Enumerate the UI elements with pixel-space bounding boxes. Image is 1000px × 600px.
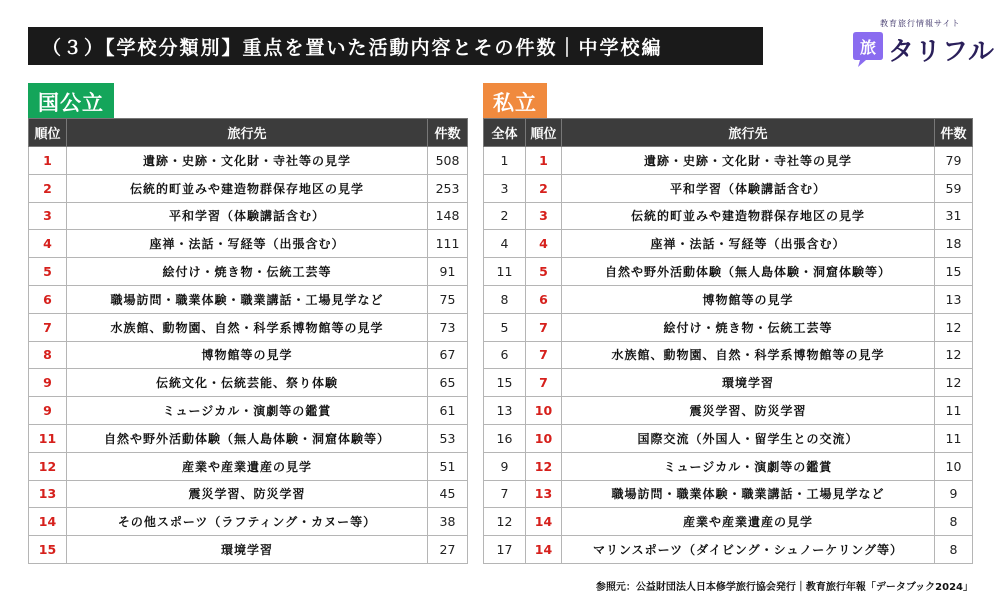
rank-cell: 5 [526,258,562,286]
private-ranking-table [483,118,973,564]
overall-rank-cell: 9 [484,452,526,480]
destination-cell: 平和学習（体験講話含む） [67,202,428,230]
count-cell: 12 [935,341,973,369]
rank-cell: 7 [526,313,562,341]
rank-cell: 6 [29,285,67,313]
header-destination: 旅行先 [562,119,935,147]
count-cell: 79 [935,147,973,175]
rank-cell: 1 [526,147,562,175]
rank-cell: 2 [29,174,67,202]
count-cell: 53 [428,424,468,452]
destination-cell: 座禅・法話・写経等（出張含む） [562,230,935,258]
header-rank: 順位 [526,119,562,147]
overall-rank-cell: 4 [484,230,526,258]
table-row [484,202,973,230]
rank-cell: 3 [29,202,67,230]
overall-rank-cell: 15 [484,369,526,397]
header-count: 件数 [935,119,973,147]
destination-cell: 遺跡・史跡・文化財・寺社等の見学 [67,147,428,175]
table-row [29,230,468,258]
table-row [29,258,468,286]
table-row [29,202,468,230]
rank-cell: 10 [526,424,562,452]
rank-cell: 8 [29,341,67,369]
table-row [29,424,468,452]
rank-cell: 12 [526,452,562,480]
overall-rank-cell: 7 [484,480,526,508]
destination-cell: 平和学習（体験講話含む） [562,174,935,202]
speech-bubble-icon [852,30,884,68]
rank-cell: 9 [29,369,67,397]
destination-cell: ミュージカル・演劇等の鑑賞 [67,397,428,425]
rank-cell: 4 [526,230,562,258]
table-row [484,147,973,175]
overall-rank-cell: 8 [484,285,526,313]
table-row [484,452,973,480]
destination-cell: マリンスポーツ（ダイビング・シュノーケリング等） [562,536,935,564]
destination-cell: 絵付け・焼き物・伝統工芸等 [562,313,935,341]
destination-cell: 自然や野外活動体験（無人島体験・洞窟体験等） [562,258,935,286]
public-ranking-table [28,118,468,564]
count-cell: 9 [935,480,973,508]
destination-cell: その他スポーツ（ラフティング・カヌー等） [67,508,428,536]
count-cell: 253 [428,174,468,202]
table-row [484,258,973,286]
table-row [484,397,973,425]
table-row [484,341,973,369]
count-cell: 65 [428,369,468,397]
table-row [484,536,973,564]
table-row [484,285,973,313]
rank-cell: 1 [29,147,67,175]
count-cell: 15 [935,258,973,286]
table-row [29,480,468,508]
rank-cell: 5 [29,258,67,286]
count-cell: 45 [428,480,468,508]
count-cell: 59 [935,174,973,202]
overall-rank-cell: 12 [484,508,526,536]
destination-cell: 国際交流（外国人・留学生との交流） [562,424,935,452]
count-cell: 11 [935,424,973,452]
overall-rank-cell: 17 [484,536,526,564]
destination-cell: 博物館等の見学 [67,341,428,369]
logo-icon-letter: 旅 [859,38,877,57]
rank-cell: 11 [29,424,67,452]
destination-cell: 産業や産業遺産の見学 [562,508,935,536]
site-logo[interactable] [850,18,995,78]
table-row [29,285,468,313]
count-cell: 67 [428,341,468,369]
destination-cell: 水族館、動物園、自然・科学系博物館等の見学 [67,313,428,341]
rank-cell: 7 [29,313,67,341]
destination-cell: 職場訪問・職業体験・職業講話・工場見学など [67,285,428,313]
table-row [29,536,468,564]
table-header-row [484,119,973,147]
rank-cell: 12 [29,452,67,480]
overall-rank-cell: 1 [484,147,526,175]
rank-cell: 4 [29,230,67,258]
destination-cell: 絵付け・焼き物・伝統工芸等 [67,258,428,286]
count-cell: 11 [935,397,973,425]
table-row [484,369,973,397]
rank-cell: 6 [526,285,562,313]
rank-cell: 13 [526,480,562,508]
table-row [484,174,973,202]
destination-cell: 水族館、動物園、自然・科学系博物館等の見学 [562,341,935,369]
table-row [484,480,973,508]
rank-cell: 9 [29,397,67,425]
destination-cell: 震災学習、防災学習 [67,480,428,508]
count-cell: 75 [428,285,468,313]
page-title: （３）【学校分類別】重点を置いた活動内容とその件数｜中学校編 [28,27,763,65]
table-header-row [29,119,468,147]
public-school-badge: 国公立 [28,83,114,121]
table-row [29,341,468,369]
table-row [29,397,468,425]
rank-cell: 10 [526,397,562,425]
table-row [29,313,468,341]
overall-rank-cell: 2 [484,202,526,230]
header-destination: 旅行先 [67,119,428,147]
private-school-badge: 私立 [483,83,547,121]
rank-cell: 13 [29,480,67,508]
destination-cell: 職場訪問・職業体験・職業講話・工場見学など [562,480,935,508]
count-cell: 38 [428,508,468,536]
destination-cell: 環境学習 [562,369,935,397]
count-cell: 91 [428,258,468,286]
count-cell: 12 [935,369,973,397]
header-overall: 全体 [484,119,526,147]
table-row [29,174,468,202]
count-cell: 8 [935,508,973,536]
destination-cell: 伝統的町並みや建造物群保存地区の見学 [67,174,428,202]
count-cell: 13 [935,285,973,313]
header-count: 件数 [428,119,468,147]
logo-subtitle: 教育旅行情報サイト [880,19,961,28]
rank-cell: 7 [526,369,562,397]
rank-cell: 15 [29,536,67,564]
header-rank: 順位 [29,119,67,147]
destination-cell: 遺跡・史跡・文化財・寺社等の見学 [562,147,935,175]
count-cell: 73 [428,313,468,341]
count-cell: 111 [428,230,468,258]
overall-rank-cell: 16 [484,424,526,452]
destination-cell: 伝統文化・伝統芸能、祭り体験 [67,369,428,397]
overall-rank-cell: 6 [484,341,526,369]
rank-cell: 2 [526,174,562,202]
table-row [484,424,973,452]
count-cell: 148 [428,202,468,230]
destination-cell: 環境学習 [67,536,428,564]
count-cell: 27 [428,536,468,564]
rank-cell: 14 [526,536,562,564]
destination-cell: ミュージカル・演劇等の鑑賞 [562,452,935,480]
destination-cell: 博物館等の見学 [562,285,935,313]
table-row [29,452,468,480]
count-cell: 12 [935,313,973,341]
table-row [29,369,468,397]
overall-rank-cell: 3 [484,174,526,202]
overall-rank-cell: 11 [484,258,526,286]
count-cell: 10 [935,452,973,480]
destination-cell: 産業や産業遺産の見学 [67,452,428,480]
table-row [484,230,973,258]
destination-cell: 座禅・法話・写経等（出張含む） [67,230,428,258]
count-cell: 8 [935,536,973,564]
table-row [29,147,468,175]
destination-cell: 震災学習、防災学習 [562,397,935,425]
overall-rank-cell: 13 [484,397,526,425]
count-cell: 31 [935,202,973,230]
table-row [29,508,468,536]
source-citation: 参照元：公益財団法人日本修学旅行協会発行｜教育旅行年報「データブック2024」 [595,582,973,593]
table-row [484,508,973,536]
rank-cell: 3 [526,202,562,230]
count-cell: 51 [428,452,468,480]
count-cell: 18 [935,230,973,258]
logo-name: タリフル [888,37,995,67]
rank-cell: 14 [526,508,562,536]
destination-cell: 伝統的町並みや建造物群保存地区の見学 [562,202,935,230]
rank-cell: 14 [29,508,67,536]
destination-cell: 自然や野外活動体験（無人島体験・洞窟体験等） [67,424,428,452]
count-cell: 508 [428,147,468,175]
count-cell: 61 [428,397,468,425]
rank-cell: 7 [526,341,562,369]
overall-rank-cell: 5 [484,313,526,341]
table-row [484,313,973,341]
